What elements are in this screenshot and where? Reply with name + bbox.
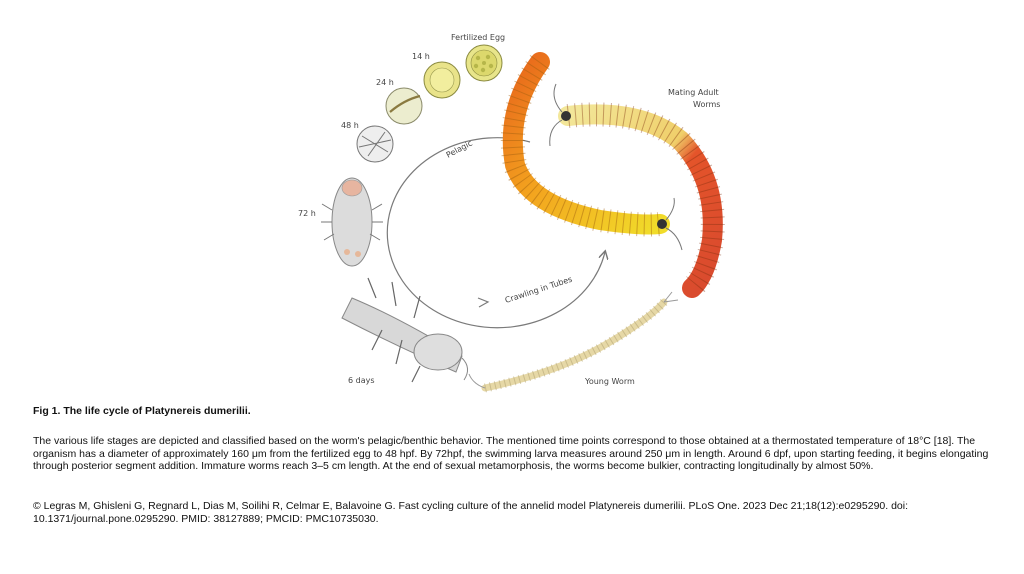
larva-72h-drawing (321, 178, 383, 266)
fertilized-egg-label: Fertilized Egg (451, 33, 506, 42)
figure-caption-body: The various life stages are depicted and classified based on the worm's pelagic/benthic behavior. The mentioned time points correspond to those obtained at a thermostated temperature of 18°C [18]. The organism has a diameter of approximately 160 μm from the fertilized egg to 48 hpf. By 72hpf, the swimming larva measures around 250 μm in length. Around 6 dpf, upon starting feeding, it begins elongating through posterior segment addition. Immature worms reach 3–5 cm length. At the end of sexual metamorphosis, the worms become bulkier, contracting longitudinally by almost 50%. (33, 435, 989, 472)
stage-24h-label: 24 h (376, 78, 394, 87)
stage-6days-label: 6 days (348, 376, 375, 385)
stage-14h-label: 14 h (412, 52, 430, 61)
larva-6days-drawing (342, 278, 468, 382)
mating-adult-label-2: Worms (693, 100, 721, 109)
mating-adult-worm-drawing (550, 84, 713, 288)
embryo-48h-drawing (357, 126, 393, 162)
young-worm-drawing (469, 292, 678, 388)
crawling-label: Crawling in Tubes (503, 274, 574, 305)
figure-citation: © Legras M, Ghisleni G, Regnard L, Dias M, Soilihi R, Celmar E, Balavoine G. Fast cycling culture of the annelid model Platynereis dumerilii. PLoS One. 2023 Dec 21;18(12):e0295290. doi: 10.1371/journal.pone.0295290. PMID: 38127889; PMCID: PMC10735030. (33, 500, 909, 525)
stage-72h-label: 72 h (298, 209, 316, 218)
embryo-14h-drawing (424, 62, 460, 98)
stage-48h-label: 48 h (341, 121, 359, 130)
pelagic-label: Pelagic (444, 138, 474, 160)
cycle-arrow (387, 138, 605, 328)
pelagic-adult-worm-drawing (513, 62, 682, 250)
young-worm-label: Young Worm (585, 377, 635, 386)
mating-adult-label: Mating Adult (668, 88, 719, 97)
fertilized-egg-drawing (466, 45, 502, 81)
embryo-24h-drawing (386, 88, 422, 124)
figure-caption-title: Fig 1. The life cycle of Platynereis dumerilii. (33, 405, 251, 417)
